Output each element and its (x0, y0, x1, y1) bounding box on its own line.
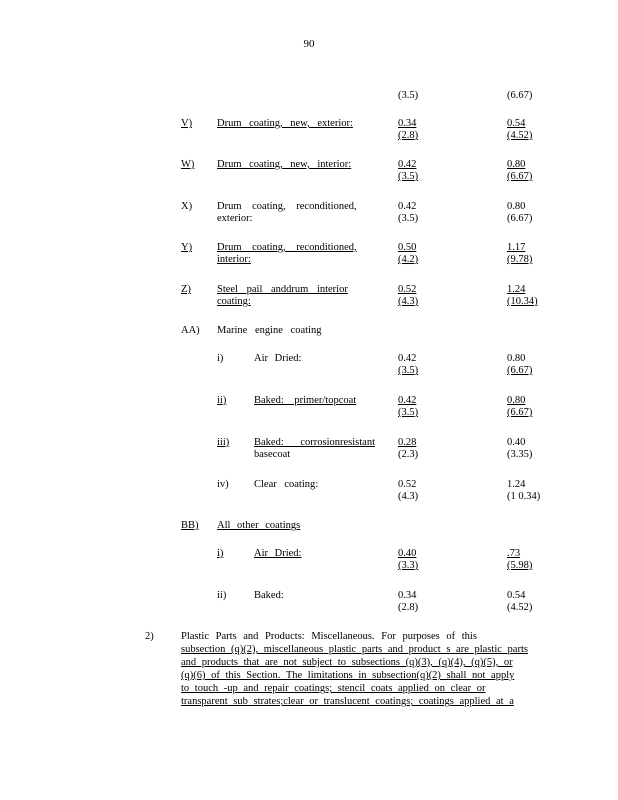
value-secondary: (3.35) (507, 449, 533, 460)
value-secondary: (4.3) (398, 296, 419, 307)
value-primary: 0.80 (507, 353, 526, 364)
paragraph-line: Plastic Parts and Products: Miscellaneous. For purposes of this (181, 631, 477, 642)
value-secondary: (3.5) (398, 213, 419, 224)
section-letter: AA) (181, 325, 200, 336)
item-number: i) (217, 548, 224, 559)
value-primary: 0.52 (398, 284, 417, 295)
value-cell-a (398, 395, 458, 419)
row-description-cont: coating: (217, 296, 251, 307)
item-number: iv) (217, 479, 229, 490)
row-description: Steel pail anddrum interior (217, 284, 348, 295)
value-primary: 0.40 (398, 548, 417, 559)
paragraph-line: (q)(6) of this Section. The limitations in subsection(q)(2) shall not apply (181, 670, 515, 681)
value-cell-a (398, 548, 458, 572)
value-primary: 0.54 (507, 118, 526, 129)
value-primary: 0.34 (398, 118, 417, 129)
item-number: iii) (217, 437, 230, 448)
row-letter: Y) (181, 242, 193, 253)
value-primary: 1.24 (507, 284, 526, 295)
value-secondary: (3.5) (398, 365, 419, 376)
value-primary: 0.52 (398, 479, 417, 490)
value-primary: 0.28 (398, 437, 417, 448)
row-description: Drum coating, new, interior: (217, 159, 352, 170)
item-description: Baked: (254, 590, 284, 601)
row-description-cont: exterior: (217, 213, 253, 224)
value-cell-a (398, 118, 458, 142)
value-cell-b (507, 353, 567, 377)
item-description: Clear coating: (254, 479, 319, 490)
value-cell-a (398, 437, 458, 461)
value-primary: 0.80 (507, 395, 526, 406)
value-secondary: (2.3) (398, 449, 419, 460)
value-secondary: (9.78) (507, 254, 533, 265)
value-cell-b (507, 201, 567, 225)
item-description-cont: basecoat (254, 449, 291, 460)
value-primary: 0.42 (398, 353, 417, 364)
value-secondary: (5.98) (507, 560, 533, 571)
value-primary: 0.50 (398, 242, 417, 253)
value-cell-a (398, 479, 458, 503)
item-description: Baked: primer/topcoat (254, 395, 357, 406)
value-cell-a (398, 201, 458, 225)
value-primary: 0.40 (507, 437, 526, 448)
value-cell-b (507, 395, 567, 419)
value-cell-b (507, 159, 567, 183)
value-secondary: (4.52) (507, 602, 533, 613)
value-primary: 1.17 (507, 242, 526, 253)
value-primary: 0.42 (398, 201, 417, 212)
value-secondary: (10.34) (507, 296, 538, 307)
value-cell-b (507, 437, 567, 461)
section-letter: BB) (181, 520, 199, 531)
value-cell-a (398, 284, 458, 308)
paragraph-line: transparent sub strates;clear or translucent coatings; coatings applied at a (181, 696, 514, 707)
value-primary: 0.42 (398, 395, 417, 406)
value-primary: 0.80 (507, 159, 526, 170)
row-description: Drum coating, new, exterior: (217, 118, 353, 129)
value-cell-b (507, 479, 567, 503)
value-cell-a (398, 353, 458, 377)
value-secondary: (4.2) (398, 254, 419, 265)
row-letter: V) (181, 118, 193, 129)
row-description: Drum coating, reconditioned, (217, 242, 357, 253)
row-description: Drum coating, reconditioned, (217, 201, 357, 212)
item-description: Air Dried: (254, 548, 302, 559)
value-secondary: (2.8) (398, 130, 419, 141)
value-secondary: (1 0.34) (507, 491, 541, 502)
value-secondary: (6.67) (507, 213, 533, 224)
value-secondary: (3.3) (398, 560, 419, 571)
value-secondary: (6.67) (507, 365, 533, 376)
value-primary: 0.34 (398, 590, 417, 601)
paragraph-line: subsection (q)(2), miscellaneous plastic parts and product s are plastic parts (181, 644, 528, 655)
value-cell-a (398, 159, 458, 183)
value-primary: 0.80 (507, 201, 526, 212)
item-number: ii) (217, 590, 227, 601)
carry-over-value-a: (3.5) (398, 90, 419, 101)
value-cell-b (507, 548, 567, 572)
value-primary: 0.42 (398, 159, 417, 170)
section-title: Marine engine coating (217, 325, 322, 336)
paragraph-body (181, 631, 541, 709)
paragraph-line: to touch -up and repair coatings; stencil coats applied on clear or (181, 683, 486, 694)
value-cell-b (507, 590, 567, 614)
value-cell-b (507, 284, 567, 308)
value-secondary: (4.3) (398, 491, 419, 502)
value-secondary: (3.5) (398, 407, 419, 418)
section-title: All other coatings (217, 520, 301, 531)
value-primary: .73 (507, 548, 521, 559)
row-description-cont: interior: (217, 254, 251, 265)
item-number: i) (217, 353, 224, 364)
paragraph-number: 2) (145, 631, 154, 642)
paragraph-line: and products that are not subject to subsections (q)(3), (q)(4), (q)(5), or (181, 657, 513, 668)
item-number: ii) (217, 395, 227, 406)
page-number: 90 (303, 38, 315, 50)
value-secondary: (3.5) (398, 171, 419, 182)
value-secondary: (2.8) (398, 602, 419, 613)
carry-over-value-b: (6.67) (507, 90, 533, 101)
value-cell-a (398, 590, 458, 614)
value-primary: 1.24 (507, 479, 526, 490)
value-secondary: (6.67) (507, 171, 533, 182)
row-letter: Z) (181, 284, 191, 295)
item-description: Air Dried: (254, 353, 302, 364)
value-cell-b (507, 118, 567, 142)
value-secondary: (4.52) (507, 130, 533, 141)
value-cell-b (507, 242, 567, 266)
item-description: Baked: corrosionresistant (254, 437, 376, 448)
value-primary: 0.54 (507, 590, 526, 601)
row-letter: X) (181, 201, 193, 212)
row-letter: W) (181, 159, 195, 170)
value-cell-a (398, 242, 458, 266)
value-secondary: (6.67) (507, 407, 533, 418)
